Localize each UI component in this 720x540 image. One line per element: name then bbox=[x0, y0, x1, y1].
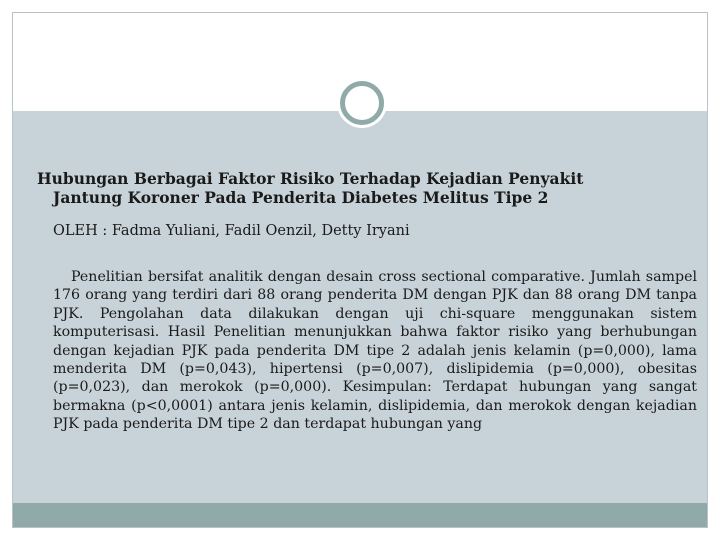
slide-footer-bar bbox=[13, 503, 707, 528]
author-line: OLEH : Fadma Yuliani, Fadil Oenzil, Detty Iryani bbox=[53, 223, 410, 239]
document-title bbox=[37, 169, 697, 207]
slide bbox=[12, 12, 708, 528]
circle-ornament-icon bbox=[340, 81, 384, 125]
abstract-paragraph: Penelitian bersifat analitik dengan desain cross sectional comparative. Jumlah sampel 176 orang yang terdiri dari 88 orang penderita DM dengan PJK dan 88 orang DM tanpa PJK. Pengolahan data dilakukan dengan uji chi-square menggunakan sistem komputerisasi. Hasil Penelitian menunjukkan bahwa faktor risiko yang berhubungan dengan kejadian PJK pada penderita DM tipe 2 adalah jenis kelamin (p=0,000), lama menderita DM (p=0,043), hipertensi (p=0,007), dislipidemia (p=0,000), obesitas (p=0,023), dan merokok (p=0,000). Kesimpulan: Terdapat hubungan yang sangat bermakna (p<0,0001) antara jenis kelamin, dislipidemia, dan merokok dengan kejadian PJK pada penderita DM tipe 2 dan terdapat hubungan yang bbox=[53, 269, 697, 433]
title-line-1: Hubungan Berbagai Faktor Risiko Terhadap Kejadian Penyakit bbox=[37, 169, 584, 188]
title-line-2: Jantung Koroner Pada Penderita Diabetes Melitus Tipe 2 bbox=[53, 188, 549, 207]
